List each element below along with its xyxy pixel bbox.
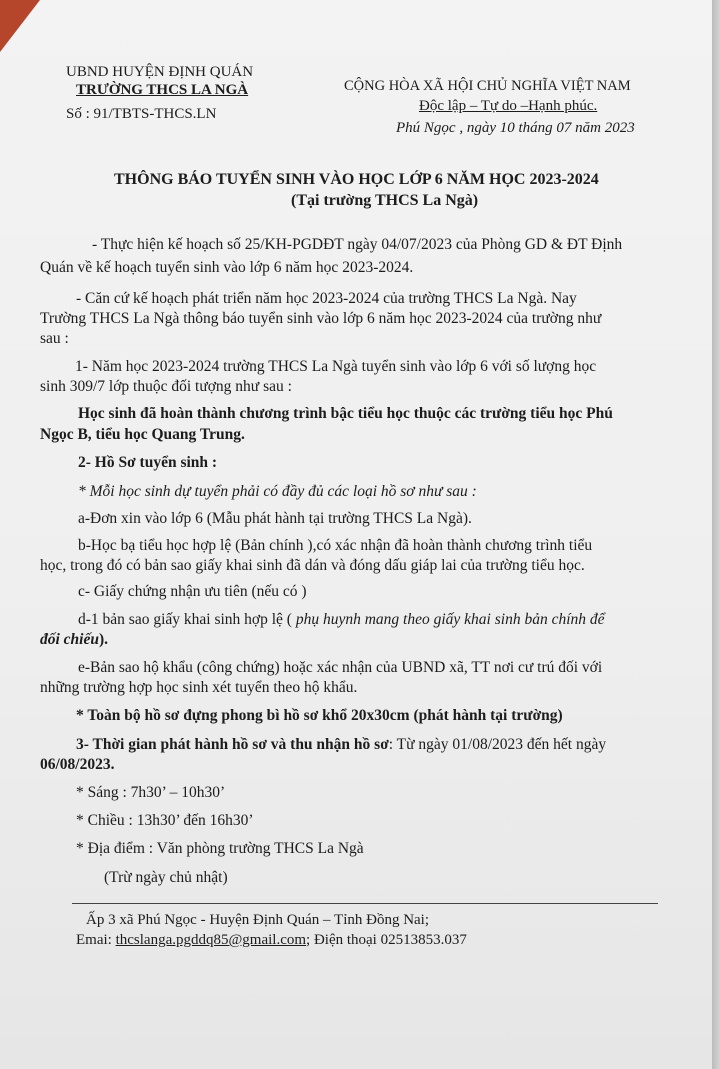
section-2-title: 2- Hồ Sơ tuyển sinh :	[78, 454, 218, 471]
item-e-line-2: những trường hợp học sinh xét tuyển theo hộ khẩu.	[40, 679, 358, 696]
section-3-period: : Từ ngày 01/08/2023 đến hết ngày	[388, 736, 607, 753]
paragraph-2-line-1: - Căn cứ kế hoạch phát triển năm học 2023-2024 của trường THCS La Ngà. Nay	[76, 290, 577, 307]
notice-title: THÔNG BÁO TUYỂN SINH VÀO HỌC LỚP 6 NĂM HỌC 2023-2024	[114, 171, 599, 188]
authority-name: UBND HUYỆN ĐỊNH QUÁN	[66, 64, 254, 80]
section-3-line-1	[76, 735, 606, 755]
section-3-end-date: 06/08/2023.	[40, 756, 115, 773]
item-d-italic-end: đối chiếu	[40, 631, 99, 648]
section-1-line-2: sinh 309/7 lớp thuộc đối tượng như sau :	[40, 378, 292, 395]
page-edge	[712, 0, 720, 1069]
item-e-line-1: e-Bản sao hộ khẩu (công chứng) hoặc xác nhận của UBND xã, TT nơi cư trú đối với	[78, 659, 603, 676]
eligible-students-line-1: Học sinh đã hoàn thành chương trình bậc tiểu học thuộc các trường tiểu học Phú	[78, 405, 613, 422]
school-name: TRƯỜNG THCS LA NGÀ	[76, 82, 249, 98]
item-d-text: d-1 bản sao giấy khai sinh hợp lệ (	[78, 611, 296, 628]
item-d-italic: phụ huynh mang theo giấy khai sinh bản chính để	[295, 611, 605, 628]
morning-hours: * Sáng : 7h30’ – 10h30’	[76, 784, 226, 801]
paragraph-2-line-3: sau :	[40, 330, 69, 347]
background-corner	[0, 0, 40, 52]
item-d-line-1	[78, 610, 605, 630]
national-motto: Độc lập – Tự do –Hạnh phúc.	[419, 98, 598, 114]
item-a: a-Đơn xin vào lớp 6 (Mẫu phát hành tại trường THCS La Ngà).	[78, 510, 472, 527]
paragraph-1-line-1: - Thực hiện kế hoạch số 25/KH-PGDĐT ngày 04/07/2023 của Phòng GD & ĐT Định	[92, 236, 623, 253]
email-link[interactable]: thcslanga.pgddq85@gmail.com	[115, 932, 307, 948]
place-and-date: Phú Ngọc , ngày 10 tháng 07 năm 2023	[396, 120, 635, 136]
document-number: Số : 91/TBTS-THCS.LN	[66, 106, 217, 122]
item-b-line-1: b-Học bạ tiểu học hợp lệ (Bản chính ),có xác nhận đã hoàn thành chương trình tiểu	[78, 537, 593, 554]
item-d-line-2	[40, 630, 108, 650]
location: * Địa điểm : Văn phòng trường THCS La Ngà	[76, 840, 364, 857]
item-b-line-2: học, trong đó có bản sao giấy khai sinh đã dán và đóng dấu giáp lai của trường tiểu học.	[40, 557, 585, 574]
paragraph-2-line-2: Trường THCS La Ngà thông báo tuyển sinh vào lớp 6 năm học 2023-2024 của trường như	[40, 310, 602, 327]
email-label: Emai:	[76, 932, 116, 948]
footer-contact	[76, 930, 467, 950]
section-3-title: 3- Thời gian phát hành hồ sơ và thu nhận hồ sơ	[76, 736, 389, 753]
section-1-line-1: 1- Năm học 2023-2024 trường THCS La Ngà tuyển sinh vào lớp 6 với số lượng học	[75, 358, 597, 375]
envelope-note: * Toàn bộ hồ sơ đựng phong bì hồ sơ khổ 20x30cm (phát hành tại trường)	[76, 707, 563, 724]
notice-subtitle: (Tại trường THCS La Ngà)	[291, 192, 479, 209]
paragraph-1-line-2: Quán về kế hoạch tuyển sinh vào lớp 6 năm học 2023-2024.	[40, 259, 414, 276]
republic-title: CỘNG HÒA XÃ HỘI CHỦ NGHĨA VIỆT NAM	[344, 78, 631, 94]
afternoon-hours: * Chiều : 13h30’ đến 16h30’	[76, 812, 254, 829]
eligible-students-line-2: Ngọc B, tiểu học Quang Trung.	[40, 426, 245, 443]
sunday-exception: (Trừ ngày chủ nhật)	[104, 869, 228, 886]
footer-address: Ấp 3 xã Phú Ngọc - Huyện Định Quán – Tỉnh Đồng Nai;	[86, 912, 430, 928]
item-c: c- Giấy chứng nhận ưu tiên (nếu có )	[78, 583, 307, 600]
footer-divider	[72, 903, 658, 904]
item-d-close: ).	[99, 631, 109, 648]
section-2-intro: * Mỗi học sinh dự tuyển phải có đầy đủ các loại hồ sơ như sau :	[78, 483, 477, 500]
phone-number: ; Điện thoại 02513853.037	[306, 932, 467, 948]
